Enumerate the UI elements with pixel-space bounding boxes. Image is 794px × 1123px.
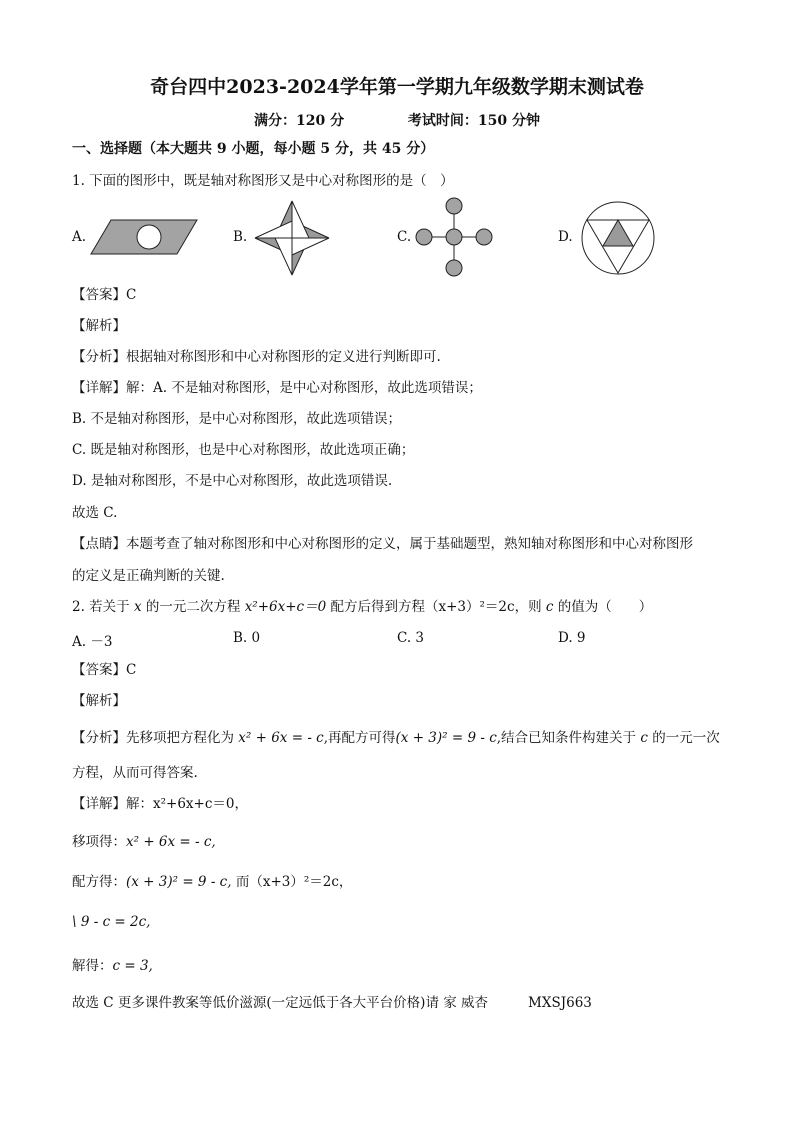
q1-analysis-label: 【解析】 (72, 318, 126, 334)
q2-yixiang: 移项得：x² + 6x = - c, (72, 834, 216, 850)
circle-triangle-figure (580, 200, 656, 276)
footer-code: MXSJ663 (528, 995, 592, 1011)
q1-option-a-label: A. (72, 229, 87, 245)
page-title: 奇台四中2023-2024学年第一学期九年级数学期末测试卷 (150, 76, 644, 98)
section-heading: 一、选择题（本大题共 9 小题，每小题 5 分，共 45 分） (72, 141, 435, 157)
q2-analysis-label: 【解析】 (72, 693, 126, 709)
q2-option-b: B. 0 (233, 630, 261, 646)
q1-stem: 1. 下面的图形中，既是轴对称图形又是中心对称图形的是（ ） (72, 173, 454, 189)
q1-xiangjie: 【详解】解：A. 不是轴对称图形，是中心对称图形，故此选项错误； (72, 380, 482, 396)
q1-d-line: D. 是轴对称图形，不是中心对称图形，故此选项错误. (72, 473, 393, 489)
q2-xiangjie: 【详解】解：x²+6x+c＝0， (72, 796, 249, 812)
q1-c-line: C. 既是轴对称图形，也是中心对称图形，故此选项正确； (72, 442, 415, 458)
parallelogram-figure (89, 217, 201, 257)
q2-fenxi-line2: 方程，从而可得答案. (72, 765, 198, 781)
q2-peifang: 配方得：(x + 3)² = 9 - c, 而（x+3）²＝2c， (72, 874, 353, 890)
q1-dianjing-1: 【点睛】本题考查了轴对称图形和中心对称图形的定义，属于基础题型，熟知轴对称图形和中心对称图形 (72, 536, 693, 552)
q2-fenxi: 【分析】先移项把方程化为 x² + 6x = - c,再配方可得(x + 3)² = 9 - c,结合已知条件构建关于 c 的一元一次 (72, 730, 720, 746)
full-score: 满分：120 分 (254, 113, 345, 129)
cross-circles-figure (414, 196, 494, 278)
exam-info (0, 110, 794, 130)
q1-choice: 故选 C. (72, 505, 118, 521)
q2-option-d: D. 9 (558, 630, 586, 646)
pinwheel-figure (253, 199, 331, 277)
q1-dianjing-2: 的定义是正确判断的关键. (72, 568, 225, 584)
q2-therefore: \ 9 - c = 2c, (72, 914, 151, 930)
q2-option-c: C. 3 (397, 630, 425, 646)
q2-answer: 【答案】C (72, 662, 137, 678)
q1-option-b-label: B. (233, 229, 248, 245)
q2-solve: 解得：c = 3, (72, 958, 153, 974)
q1-option-c-label: C. (397, 229, 412, 245)
exam-time: 考试时间：150 分钟 (407, 113, 540, 129)
q1-answer: 【答案】C (72, 287, 137, 303)
q1-option-d-label: D. (558, 229, 573, 245)
q1-fenxi: 【分析】根据轴对称图形和中心对称图形的定义进行判断即可. (72, 349, 441, 365)
q2-footer: 故选 C 更多课件教案等低价滋源(一定远低于各大平台价格)请 家 威杏 MXSJ663 (72, 995, 592, 1011)
q1-b-line: B. 不是轴对称图形，是中心对称图形，故此选项错误； (72, 411, 402, 427)
q2-option-a: A. －3 (72, 634, 113, 650)
q2-stem: 2. 若关于 x 的一元二次方程 x²+6x+c＝0 配方后得到方程（x+3）²＝2c，则 c 的值为（ ） (72, 599, 653, 615)
